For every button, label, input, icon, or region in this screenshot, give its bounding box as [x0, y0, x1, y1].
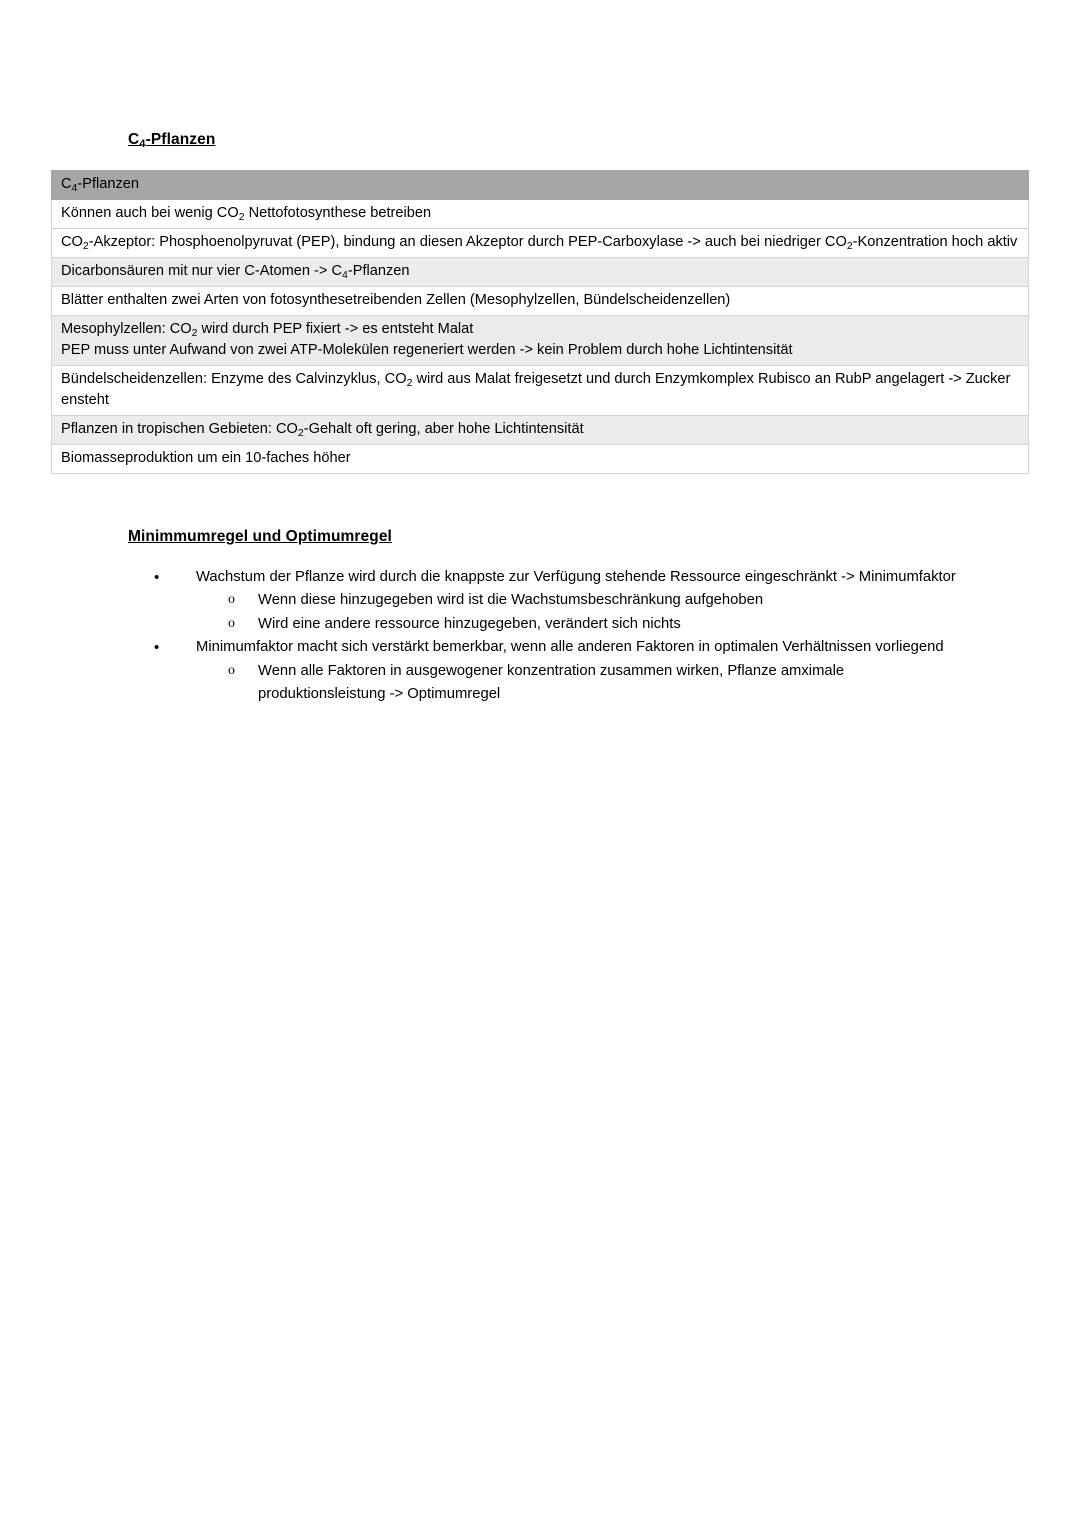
list-item-label: Minimumfaktor macht sich verstärkt bemerkbar, wenn alle anderen Faktoren in optimalen Verhältnissen vorliegend	[196, 639, 944, 656]
list-item-label: Wenn diese hinzugegeben wird ist die Wachstumsbeschränkung aufgehoben	[258, 592, 764, 609]
table-cell: Pflanzen in tropischen Gebieten: $CO_2$-Gehalt oft gering, aber hohe Lichtintensität	[52, 416, 1029, 445]
table-row	[52, 200, 1029, 229]
list-item-label: Wird eine andere ressource hinzugegeben, verändert sich nichts	[258, 615, 681, 632]
list-item	[150, 636, 970, 659]
table-row	[52, 229, 1029, 258]
list-item-label: Wachstum der Pflanze wird durch die knappste zur Verfügung stehende Ressource eingeschränkt -> Minimumfaktor	[196, 569, 956, 585]
table-header-cell: $C_4$-Pflanzen	[52, 171, 1029, 200]
table-header-row	[52, 171, 1029, 200]
table-row	[52, 258, 1029, 287]
heading-min-opt-text: Minimmumregel und Optimumregel	[128, 528, 392, 545]
table-row	[52, 287, 1029, 316]
notes-table-container	[51, 170, 1029, 474]
notes-table	[51, 170, 1029, 474]
section-heading-min-opt	[128, 528, 392, 546]
bullet-marker: •	[154, 569, 160, 586]
table-cell: Bündelscheidenzellen: Enzyme des Calvinzyklus, $CO_2$ wird aus Malat freigesetzt und durch Enzymkomplex Rubisco an RubP angelagert -> Zucker ensteht	[52, 366, 1029, 416]
bullet-marker: o	[228, 592, 235, 608]
table-cell: Mesophylzellen: $CO_2$ wird durch PEP fixiert -> es entsteht Malat PEP muss unter Aufwand von zwei ATP-Molekülen regeneriert werden -> kein Problem durch hohe Lichtintensität	[52, 316, 1029, 366]
list-item-label: Wenn alle Faktoren in ausgewogener konzentration zusammen wirken, Pflanze amximale produktionsleistung -> Optimumregel	[258, 662, 845, 702]
list-item	[150, 566, 970, 589]
list-item	[150, 660, 970, 707]
table-row	[52, 445, 1029, 474]
table-cell: Biomasseproduktion um ein 10-faches höher	[52, 445, 1029, 474]
list-item	[150, 613, 970, 636]
table-cell: Blätter enthalten zwei Arten von fotosynthesetreibenden Zellen (Mesophylzellen, Bündelscheidenzellen)	[52, 287, 1029, 316]
bullet-marker: o	[228, 615, 235, 631]
bullet-marker: •	[154, 639, 160, 657]
table-cell: Können auch bei wenig $CO_2$ Nettofotosynthese betreiben	[52, 200, 1029, 229]
bullet-marker: o	[228, 662, 235, 678]
table-row	[52, 366, 1029, 416]
bullet-list	[150, 566, 970, 706]
table-row	[52, 316, 1029, 366]
table-cell: Dicarbonsäuren mit nur vier C-Atomen -> $C_4$-Pflanzen	[52, 258, 1029, 287]
list-item	[150, 589, 970, 612]
table-cell: $CO_2$-Akzeptor: Phosphoenolpyruvat (PEP), bindung an diesen Akzeptor durch PEP-Carboxylase -> auch bei niedriger $CO_2$-Konzentration hoch aktiv	[52, 229, 1029, 258]
heading-c4-text: $C_4$-Pflanzen	[128, 131, 216, 151]
table-row	[52, 416, 1029, 445]
page-title	[128, 131, 215, 149]
